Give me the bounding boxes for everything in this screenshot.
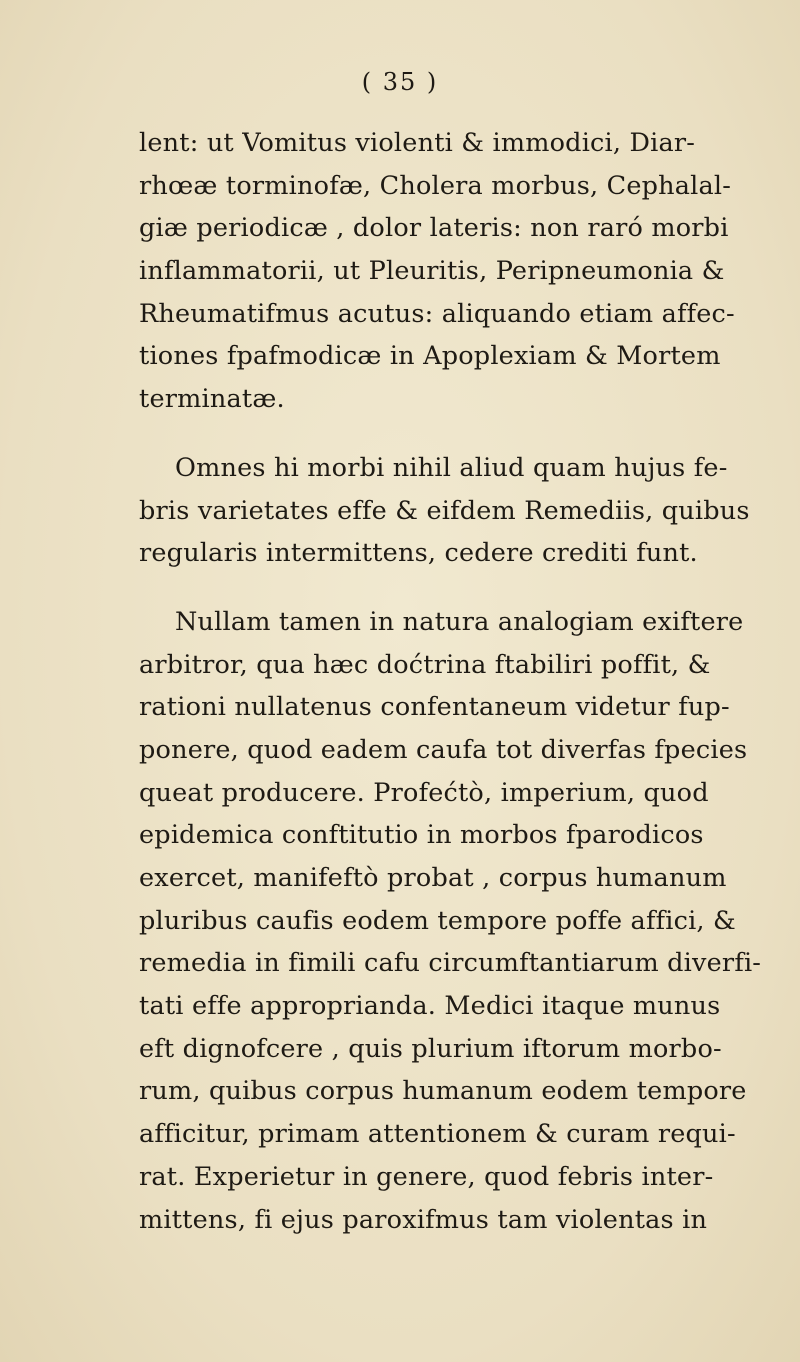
text-line: arbitror, qua hæc doćtrina ftabiliri poffit, & bbox=[139, 649, 711, 680]
text-line: afficitur, primam attentionem & curam requi- bbox=[139, 1119, 736, 1150]
text-line: pluribus caufis eodem tempore poffe affici, & bbox=[139, 905, 736, 936]
text-line: rum, quibus corpus humanum eodem tempore bbox=[139, 1076, 747, 1107]
text-line: giæ periodicæ , dolor lateris: non raró morbi bbox=[139, 213, 729, 244]
text-line: tiones fpafmodicæ in Apoplexiam & Mortem bbox=[139, 341, 721, 372]
paragraph-1 bbox=[139, 122, 779, 421]
text-line: Nullam tamen in natura analogiam exiftere bbox=[175, 606, 744, 637]
text-line: Omnes hi morbi nihil aliud quam hujus fe- bbox=[175, 452, 728, 483]
text-line: regularis intermittens, cedere crediti funt. bbox=[139, 538, 698, 569]
body-text bbox=[139, 122, 779, 1241]
page-number: ( 35 ) bbox=[361, 68, 439, 96]
text-line: bris varietates effe & eifdem Remediis, quibus bbox=[139, 495, 750, 526]
paragraph-2 bbox=[139, 447, 779, 575]
paragraph-3 bbox=[139, 601, 779, 1241]
text-line: mittens, fi ejus paroxifmus tam violentas in bbox=[139, 1204, 708, 1235]
text-line: rationi nullatenus confentaneum videtur fup- bbox=[139, 692, 730, 723]
paragraph-gap bbox=[139, 421, 779, 447]
text-line: Rheumatifmus acutus: aliquando etiam affec- bbox=[139, 298, 735, 329]
text-line: queat producere. Profećtò, imperium, quod bbox=[139, 777, 709, 808]
text-line: remedia in fimili cafu circumftantiarum diverfi- bbox=[139, 948, 762, 979]
text-line: rhœæ torminofæ, Cholera morbus, Cephalal- bbox=[139, 170, 732, 201]
text-line: epidemica conftitutio in morbos fparodicos bbox=[139, 820, 704, 851]
text-line: terminatæ. bbox=[139, 384, 285, 415]
text-line: rat. Experietur in genere, quod febris inter- bbox=[139, 1161, 714, 1192]
text-line: exercet, manifeftò probat , corpus humanum bbox=[139, 863, 727, 893]
text-line: lent: ut Vomitus violenti & immodici, Diar- bbox=[139, 128, 696, 158]
text-line: inflammatorii, ut Pleuritis, Peripneumonia & bbox=[139, 256, 725, 287]
text-line: eft dignofcere , quis plurium iftorum morbo- bbox=[139, 1033, 722, 1064]
text-line: tati effe approprianda. Medici itaque munus bbox=[139, 991, 721, 1022]
paragraph-gap bbox=[139, 575, 779, 601]
text-line: ponere, quod eadem caufa tot diverfas fpecies bbox=[139, 734, 748, 765]
